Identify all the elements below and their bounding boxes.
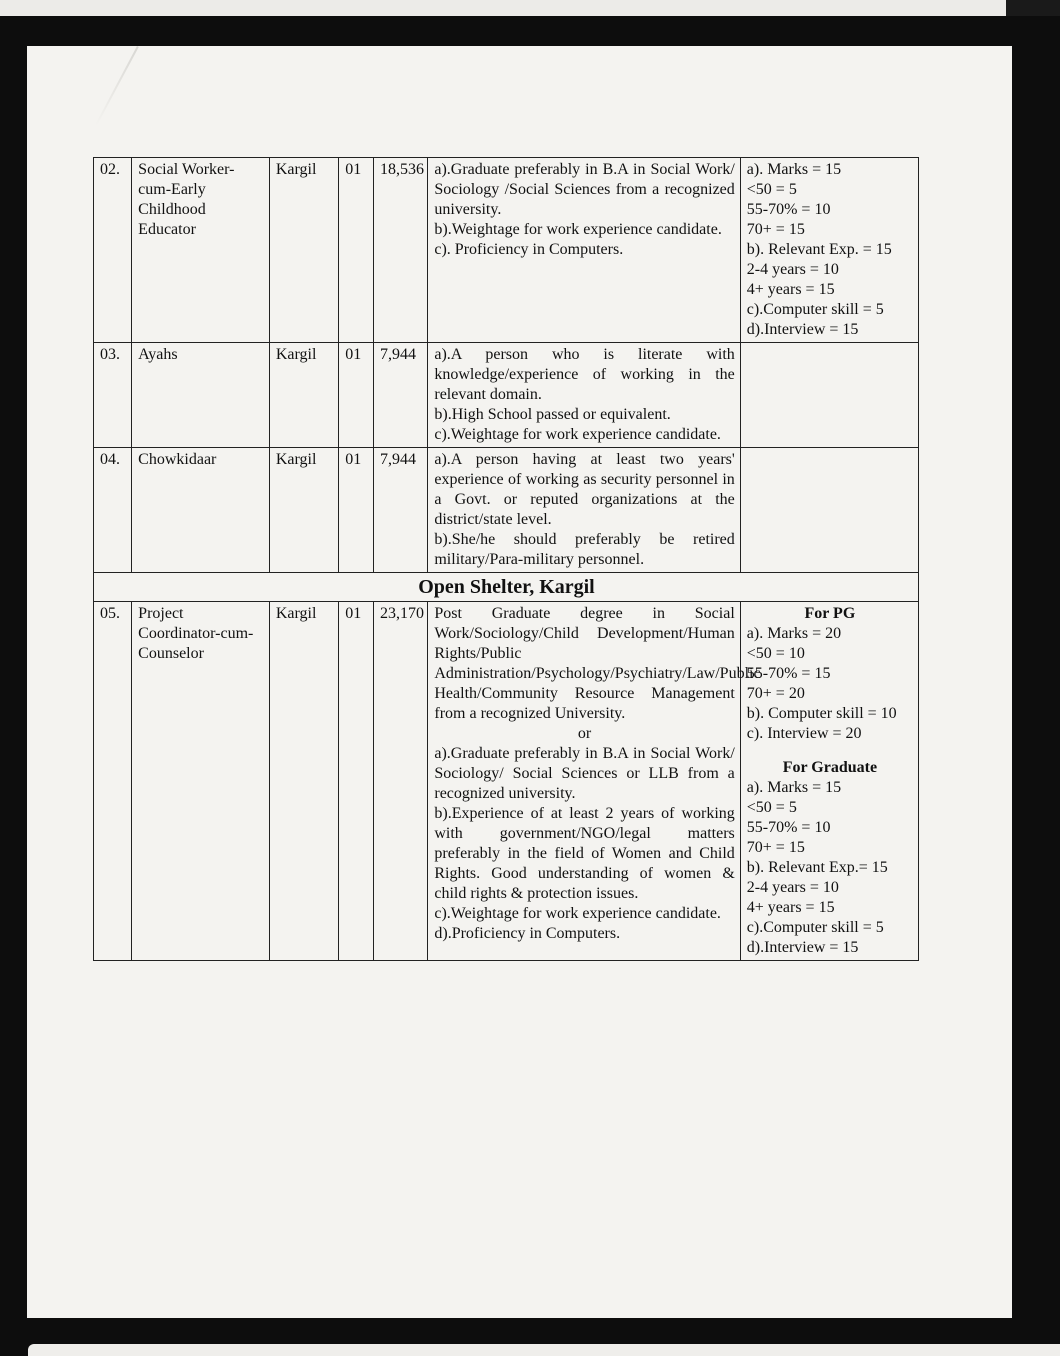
location: Kargil	[269, 602, 338, 961]
previous-page-edge	[0, 0, 1006, 16]
post-count: 01	[339, 448, 374, 573]
eligibility-item: a).Graduate preferably in B.A in Social Work/ Sociology /Social Sciences from a recognized university.	[434, 161, 735, 218]
criteria-item: d).Interview = 15	[746, 321, 859, 338]
document-page	[27, 46, 1012, 1318]
eligibility-item: c). Proficiency in Computers.	[434, 241, 624, 258]
table-row	[94, 448, 919, 573]
section-title: Open Shelter, Kargil	[94, 573, 919, 602]
criteria-item: 4+ years = 15	[746, 899, 835, 916]
location: Kargil	[269, 158, 338, 343]
eligibility	[428, 158, 740, 343]
criteria-item: b). Relevant Exp. = 15	[746, 241, 892, 258]
eligibility-item: d).Proficiency in Computers.	[434, 925, 621, 942]
eligibility-pg: Post Graduate degree in Social Work/Sociology/Child Development/Human Rights/Public Administration/Psychology/Psychiatry/Law/Public Health/Community Resource Management from a recognized University.	[434, 605, 761, 722]
eligibility-item: b).Weightage for work experience candidate.	[434, 221, 722, 238]
scan-artifact	[95, 46, 139, 126]
selection-criteria	[740, 343, 918, 448]
serial-number: 03.	[94, 343, 132, 448]
criteria-item: 2-4 years = 10	[746, 261, 839, 278]
or-label: or	[577, 725, 592, 742]
post-name: Project Coordinator-cum-Counselor	[132, 602, 270, 961]
criteria-item: <50 = 5	[746, 181, 797, 198]
post-name: Ayahs	[132, 343, 270, 448]
post-count: 01	[339, 343, 374, 448]
eligibility	[428, 448, 740, 573]
selection-criteria	[740, 448, 918, 573]
eligibility-item: a).A person who is literate with knowledge/experience of working in the relevant domain.	[434, 346, 735, 403]
serial-number: 02.	[94, 158, 132, 343]
criteria-item: 4+ years = 15	[746, 281, 835, 298]
serial-number: 05.	[94, 602, 132, 961]
eligibility-item: b).She/he should preferably be retired military/Para-military personnel.	[434, 531, 735, 568]
pg-heading: For PG	[804, 605, 856, 622]
eligibility-graduate	[434, 744, 734, 944]
salary: 18,536	[373, 158, 427, 343]
pg-criteria	[747, 624, 913, 744]
eligibility-item: b).High School passed or equivalent.	[434, 406, 671, 423]
criteria-item: c).Computer skill = 5	[746, 919, 884, 936]
previous-page-shadow	[1006, 0, 1060, 16]
criteria-item: 70+ = 15	[746, 221, 805, 238]
eligibility-item: c).Weightage for work experience candidate.	[434, 905, 721, 922]
criteria-item: 55-70% = 15	[746, 665, 831, 682]
criteria-item: a). Marks = 15	[746, 779, 842, 796]
post-name: Social Worker-cum-Early Childhood Educator	[132, 158, 270, 343]
criteria-item: 55-70% = 10	[746, 819, 831, 836]
selection-criteria	[740, 602, 918, 961]
eligibility	[428, 343, 740, 448]
criteria-item: <50 = 5	[746, 799, 797, 816]
serial-number: 04.	[94, 448, 132, 573]
salary: 7,944	[373, 448, 427, 573]
criteria-item: c). Interview = 20	[746, 725, 862, 742]
location: Kargil	[269, 343, 338, 448]
criteria-item: c).Computer skill = 5	[746, 301, 884, 318]
section-row	[94, 573, 919, 602]
post-count: 01	[339, 158, 374, 343]
criteria-item: 70+ = 15	[746, 839, 805, 856]
post-name: Chowkidaar	[132, 448, 270, 573]
criteria-item: a). Marks = 15	[746, 161, 842, 178]
graduate-heading: For Graduate	[782, 759, 878, 776]
post-count: 01	[339, 602, 374, 961]
eligibility-item: a).A person having at least two years' experience of working as security personnel in a Govt. or reputed organizations at the district/state level.	[434, 451, 735, 528]
location: Kargil	[269, 448, 338, 573]
criteria-item: 2-4 years = 10	[746, 879, 839, 896]
eligibility-item: b).Experience of at least 2 years of working with government/NGO/legal matters preferably in the field of Women and Child Rights. Good understanding of women & child rights & protection issues.	[434, 805, 735, 902]
salary: 23,170	[373, 602, 427, 961]
next-page-edge	[28, 1344, 1060, 1356]
eligibility-item: c).Weightage for work experience candidate.	[434, 426, 721, 443]
salary: 7,944	[373, 343, 427, 448]
criteria-item: b). Relevant Exp.= 15	[746, 859, 888, 876]
table-row	[94, 602, 919, 961]
eligibility-item: a).Graduate preferably in B.A in Social Work/ Sociology/ Social Sciences or LLB from a recognized university.	[434, 745, 735, 802]
eligibility	[428, 602, 761, 961]
graduate-criteria	[747, 778, 913, 958]
criteria-item: 70+ = 20	[746, 685, 805, 702]
criteria-item: d).Interview = 15	[746, 939, 859, 956]
criteria-item: a). Marks = 20	[746, 625, 842, 642]
table-row	[94, 158, 919, 343]
table-row	[94, 343, 919, 448]
selection-criteria	[740, 158, 918, 343]
recruitment-table	[93, 157, 919, 961]
criteria-item: 55-70% = 10	[746, 201, 831, 218]
criteria-item: b). Computer skill = 10	[746, 705, 897, 722]
criteria-item: <50 = 10	[746, 645, 805, 662]
